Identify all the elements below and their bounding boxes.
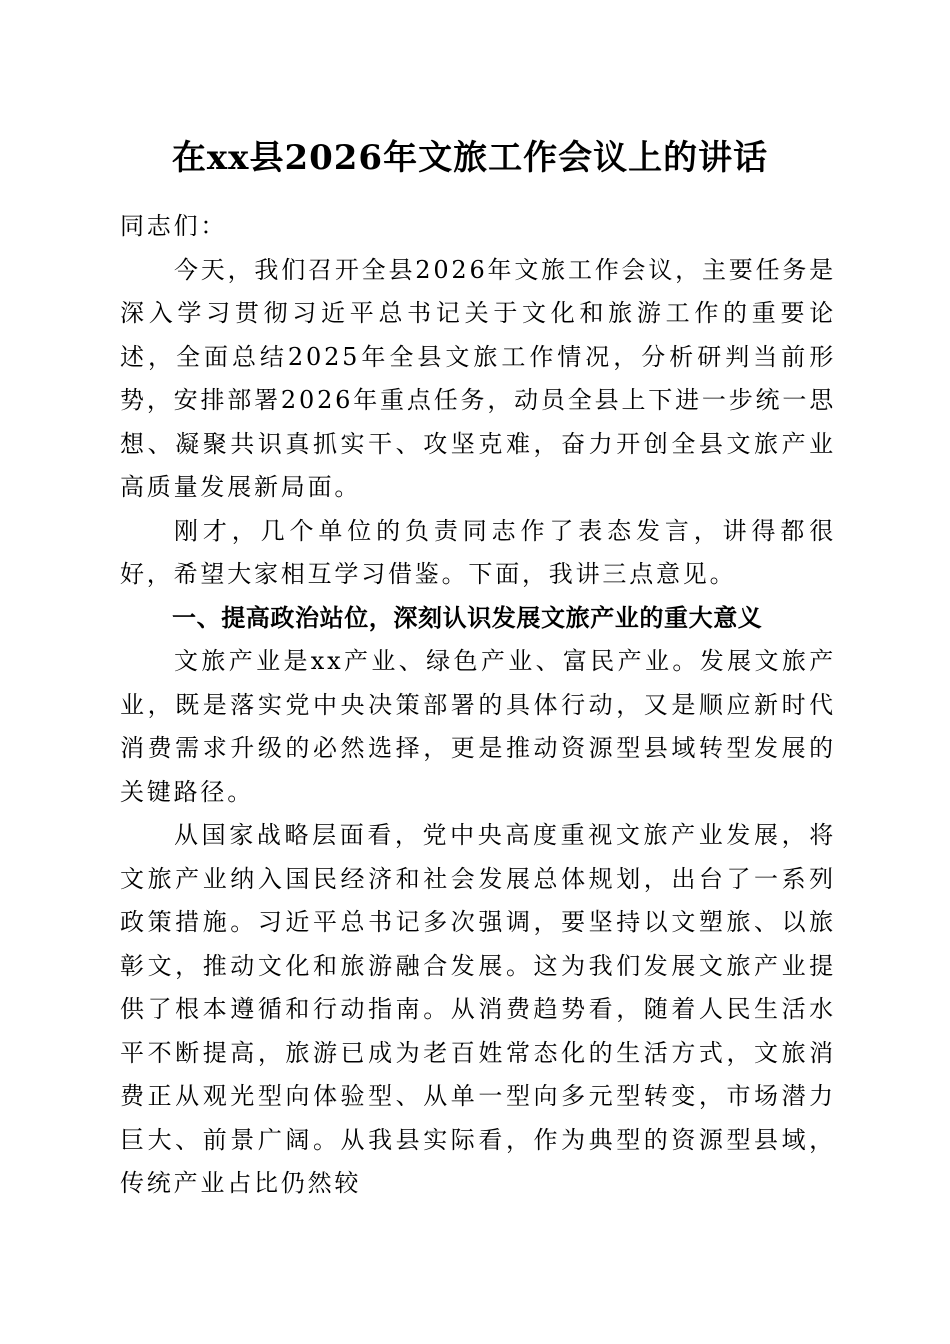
- document-title: 在xx县2026年文旅工作会议上的讲话: [171, 138, 769, 178]
- paragraph-intro: 今天，我们召开全县2026年文旅工作会议，主要任务是深入学习贯彻习近平总书记关于文化和旅游工作的重要论述，全面总结2025年全县文旅工作情况，分析研判当前形势，安排部署2026年重点任务，动员全县上下进一步统一思想、凝聚共识真抓实干、攻坚克难，奋力开创全县文旅产业高质量发展新局面。: [120, 255, 836, 501]
- document-body: [120, 205, 836, 1206]
- paragraph-significance: 文旅产业是xx产业、绿色产业、富民产业。发展文旅产业，既是落实党中央决策部署的具体行动，又是顺应新时代消费需求升级的必然选择，更是推动资源型县域转型发展的关键路径。: [120, 647, 836, 806]
- section-heading: 一、提高政治站位，深刻认识发展文旅产业的重大意义: [172, 603, 763, 632]
- salutation: 同志们：: [120, 212, 228, 240]
- paragraph-transition: 刚才，几个单位的负责同志作了表态发言，讲得都很好，希望大家相互学习借鉴。下面，我讲三点意见。: [120, 516, 836, 588]
- paragraph-analysis: 从国家战略层面看，党中央高度重视文旅产业发展，将文旅产业纳入国民经济和社会发展总体规划，出台了一系列政策措施。习近平总书记多次强调，要坚持以文塑旅、以旅彰文，推动文化和旅游融合发展。这为我们发展文旅产业提供了根本遵循和行动指南。从消费趋势看，随着人民生活水平不断提高，旅游已成为老百姓常态化的生活方式，文旅消费正从观光型向体验型、从单一型向多元型转变，市场潜力巨大、前景广阔。从我县实际看，作为典型的资源型县域，传统产业占比仍然较: [120, 821, 836, 1197]
